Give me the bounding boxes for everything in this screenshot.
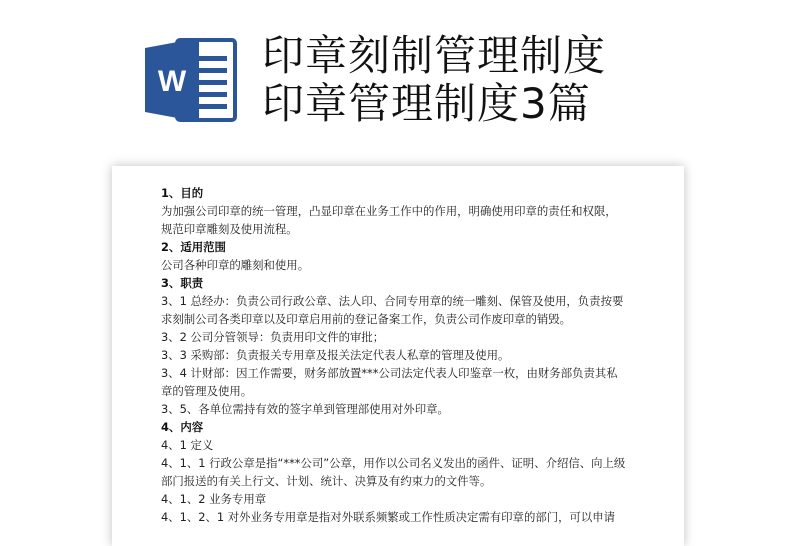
document-content [161, 184, 637, 526]
paragraph-line: 4、1、2 业务专用章 [161, 492, 267, 506]
page-title-line-2: 印章管理制度3篇 [262, 79, 591, 128]
title-block [262, 32, 606, 128]
paragraph-line: 3、3 采购部：负责报关专用章及报关法定代表人私章的管理及使用。 [161, 348, 510, 362]
paragraph-line: 4、1、2、1 对外业务专用章是指对外联系频繁或工作性质决定需有印章的部门，可以申请 [161, 510, 616, 524]
paragraph-line: 为加强公司印章的统一管理，凸显印章在业务工作中的作用，明确使用印章的责任和权限， [161, 204, 617, 218]
section-heading-duties: 3、职责 [161, 276, 204, 290]
paragraph-line: 3、4 计财部：因工作需要，财务部放置***公司法定代表人印鉴章一枚，由财务部负责其私 [161, 366, 618, 380]
paragraph-line: 规范印章雕刻及使用流程。 [161, 222, 298, 236]
paragraph-line: 求刻制公司各类印章以及印章启用前的登记备案工作，负责公司作废印章的销毁。 [161, 312, 572, 326]
paragraph-line: 部门报送的有关上行文、计划、统计、决算及有约束力的文件等。 [161, 474, 492, 488]
section-heading-purpose: 1、目的 [161, 186, 204, 200]
header [0, 0, 800, 150]
document-page [112, 166, 684, 546]
word-document-icon [143, 36, 241, 124]
paragraph-line: 3、1 总经办：负责公司行政公章、法人印、合同专用章的统一雕刻、保管及使用，负责按要 [161, 294, 624, 308]
section-heading-scope: 2、适用范围 [161, 240, 226, 254]
page-title-line-1: 印章刻制管理制度 [262, 31, 607, 80]
paragraph-line: 4、1、1 行政公章是指“***公司”公章，用作以公司名义发出的函件、证明、介绍信、向上级 [161, 456, 626, 470]
word-icon-letter: W [157, 65, 187, 98]
paragraph-line: 4、1 定义 [161, 438, 214, 452]
paragraph-line: 3、5、各单位需持有效的签字单到管理部使用对外印章。 [161, 402, 449, 416]
paragraph-line: 章的管理及使用。 [161, 384, 253, 398]
paragraph-line: 公司各种印章的雕刻和使用。 [161, 258, 310, 272]
section-heading-content: 4、内容 [161, 420, 204, 434]
paragraph-line: 3、2 公司分管领导：负责用印文件的审批； [161, 330, 385, 344]
